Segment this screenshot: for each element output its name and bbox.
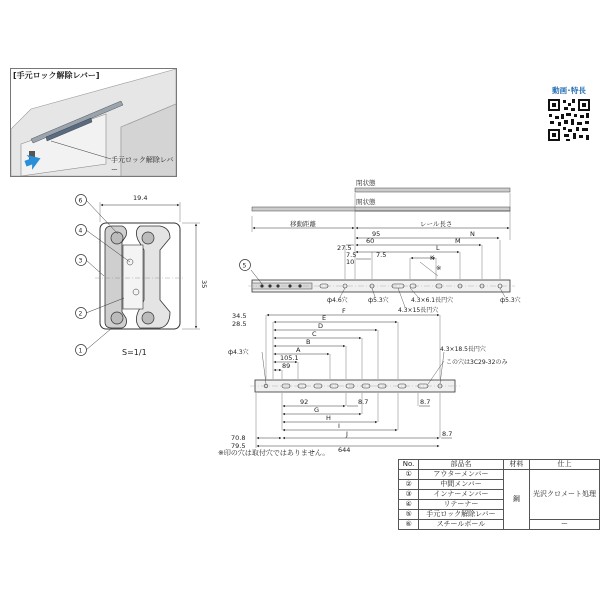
table-row: ⑥ スチールボール ー (399, 520, 600, 530)
dim-95: 95 (372, 230, 381, 238)
mark-symbol: ※ (436, 264, 442, 272)
hole-5-3b: ф5.3穴 (500, 297, 521, 304)
dim-60: 60 (366, 237, 375, 245)
callout-6: 6 (78, 197, 83, 205)
dim-C: C (312, 330, 317, 338)
dim-79-5: 79.5 (231, 442, 246, 450)
dim-I: I (338, 422, 340, 430)
dim-10: 10 (346, 258, 355, 266)
table-row: ③ インナーメンバー (399, 490, 600, 500)
parts-table (398, 459, 600, 530)
header-finish: 仕上 (529, 460, 599, 470)
dim-7-5a: 7.5 (346, 251, 357, 259)
dim-89: 89 (282, 362, 291, 370)
dim-644: 644 (338, 446, 351, 454)
dim-M: M (455, 237, 461, 245)
mounting-hole-note: ※印の穴は取付穴ではありません。 (218, 449, 330, 457)
dim-L: L (436, 244, 440, 252)
travel-distance-label: 移動距離 (290, 220, 316, 228)
callout-4: 4 (78, 227, 83, 235)
hole-5-3a: ф5.3穴 (368, 297, 389, 304)
dim-92: 92 (300, 398, 309, 406)
hole-4-3: ф4.3穴 (228, 349, 249, 356)
callout-2: 2 (78, 310, 83, 318)
dim-N: N (470, 230, 475, 238)
slot-only-note: この穴は3C29-32のみ (446, 359, 508, 366)
table-row: ② 中間メンバー (399, 480, 600, 490)
dim-34-5: 34.5 (232, 312, 247, 320)
table-header-row (399, 460, 600, 470)
dim-27-5: 27.5 (337, 244, 352, 252)
dim-F: F (342, 307, 346, 315)
rail-length-label: レール長さ (420, 220, 453, 228)
dim-8-7c: 8.7 (442, 430, 453, 438)
cross-section-view (76, 195, 201, 356)
dim-width: 19.4 (133, 194, 148, 202)
dim-B: B (306, 338, 311, 346)
callout-1: 1 (78, 347, 83, 355)
dim-7-5b: 7.5 (376, 251, 387, 259)
slot-4-3x15: 4.3×15長円穴 (398, 307, 439, 314)
dim-E: E (322, 314, 327, 322)
header-material: 材料 (503, 460, 529, 470)
material-cell: 鋼 (503, 470, 529, 530)
table-row: ⑤ 手元ロック解除レバー (399, 510, 600, 520)
callout-3: 3 (78, 257, 83, 265)
slot-4-3x18-5: 4.3×18.5長円穴 (440, 346, 486, 353)
callout-5: 5 (242, 262, 247, 270)
inset-callout-label: 手元ロック解除レバー (111, 156, 174, 174)
table-row: ① アウターメンバー 鋼 光沢クロメート処理 (399, 470, 600, 480)
dim-K: K (430, 254, 435, 262)
dim-H: H (326, 414, 331, 422)
open-state-label: 開状態 (356, 198, 376, 206)
inset-title: [手元ロック解除レバー] (13, 71, 100, 80)
finish-ball-cell: ー (529, 520, 599, 530)
dim-J: J (346, 430, 348, 438)
dim-height: 35 (200, 280, 208, 289)
dim-8-7b: 8.7 (420, 398, 431, 406)
dim-G: G (314, 406, 320, 414)
bottom-view-rail (250, 315, 460, 448)
dim-A: A (296, 346, 301, 354)
hole-4-6: ф4.6穴 (327, 297, 348, 304)
dim-105-1: 105.1 (280, 354, 299, 362)
slot-4-3x6-1: 4.3×6.1長円穴 (411, 297, 454, 304)
dim-28-5: 28.5 (232, 320, 247, 328)
dim-70-8: 70.8 (231, 434, 246, 442)
header-no: No. (399, 460, 419, 470)
qr-video-label[interactable]: 動画･特長 (552, 86, 586, 95)
dim-D: D (318, 322, 324, 330)
table-row: ④ リテーナー (399, 500, 600, 510)
closed-state-label: 閉状態 (356, 179, 376, 187)
finish-cell: 光沢クロメート処理 (529, 470, 599, 520)
header-part-name: 部品名 (419, 460, 504, 470)
dim-8-7a: 8.7 (358, 398, 369, 406)
scale-label: S=1/1 (122, 348, 147, 357)
